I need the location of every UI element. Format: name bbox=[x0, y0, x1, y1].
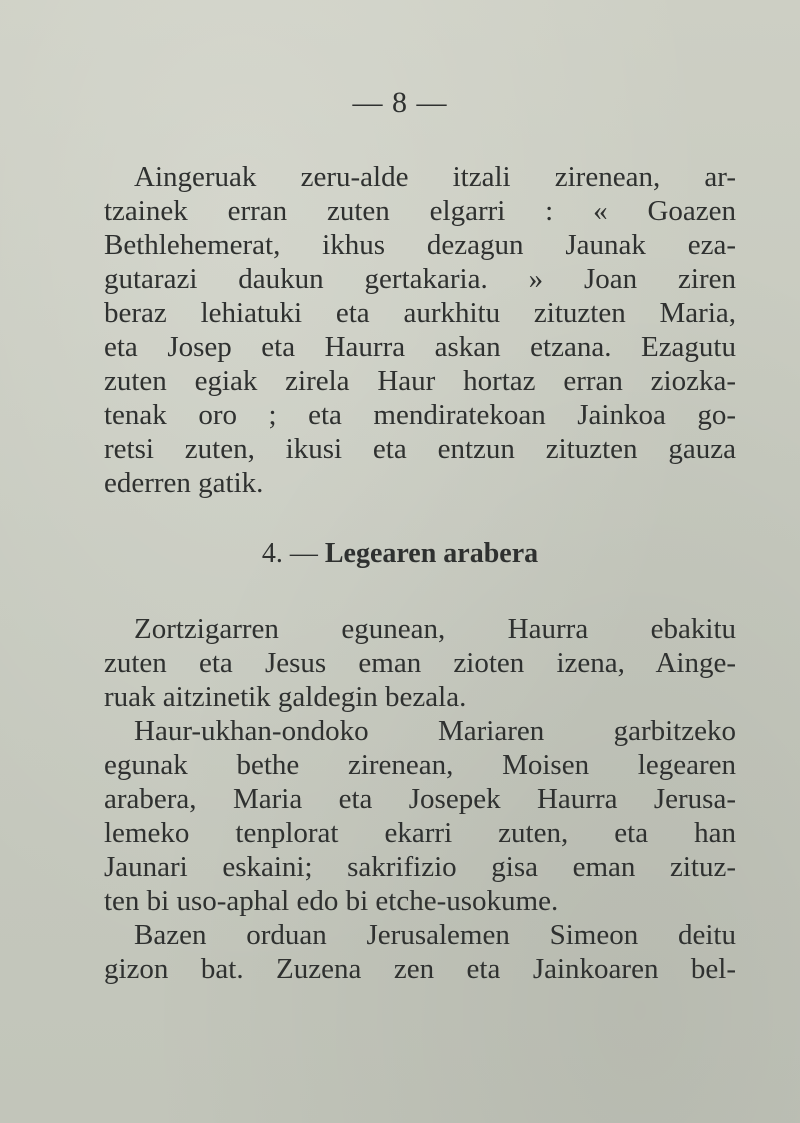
paragraph-3-line-2: egunak bethe zirenean, Moisen legearen bbox=[104, 749, 736, 781]
paragraph-3-line-6: ten bi uso-aphal edo bi etche-usokume. bbox=[104, 885, 559, 917]
section-number: 4. — bbox=[261, 538, 318, 569]
section-title: Legearen arabera bbox=[324, 538, 539, 569]
page-number: — 8 — bbox=[352, 86, 448, 119]
paragraph-3-line-3: arabera, Maria eta Josepek Haurra Jerusa- bbox=[104, 783, 736, 815]
paragraph-4-line-1: Bazen orduan Jerusalemen Simeon deitu bbox=[134, 919, 736, 951]
paragraph-1-line-3: Bethlehemerat, ikhus dezagun Jaunak eza- bbox=[104, 229, 736, 261]
paragraph-2-line-2: zuten eta Jesus eman zioten izena, Ainge- bbox=[104, 647, 736, 679]
paragraph-1-line-10: ederren gatik. bbox=[104, 467, 264, 499]
paragraph-2-line-1: Zortzigarren egunean, Haurra ebakitu bbox=[134, 613, 736, 645]
section-heading bbox=[0, 538, 800, 570]
paragraph-3-line-1: Haur-ukhan-ondoko Mariaren garbitzeko bbox=[134, 715, 736, 747]
paragraph-1-line-4: gutarazi daukun gertakaria. » Joan ziren bbox=[104, 263, 736, 295]
paragraph-1-line-6: eta Josep eta Haurra askan etzana. Ezagutu bbox=[104, 331, 736, 363]
paragraph-1-line-7: zuten egiak zirela Haur hortaz erran ziozka- bbox=[104, 365, 736, 397]
paragraph-1-line-9: retsi zuten, ikusi eta entzun zituzten gauza bbox=[104, 433, 736, 465]
paragraph-1-line-5: beraz lehiatuki eta aurkhitu zituzten Maria, bbox=[104, 297, 736, 329]
paragraph-1-line-2: tzainek erran zuten elgarri : « Goazen bbox=[104, 195, 736, 227]
paragraph-4-line-2: gizon bat. Zuzena zen eta Jainkoaren bel- bbox=[104, 953, 736, 985]
paragraph-3-line-4: lemeko tenplorat ekarri zuten, eta han bbox=[104, 817, 736, 849]
paragraph-3-line-5: Jaunari eskaini; sakrifizio gisa eman zituz- bbox=[104, 851, 736, 883]
paragraph-1-line-1: Aingeruak zeru-alde itzali zirenean, ar- bbox=[134, 161, 736, 193]
paragraph-2-line-3: ruak aitzinetik galdegin bezala. bbox=[104, 681, 467, 713]
paragraph-1-line-8: tenak oro ; eta mendiratekoan Jainkoa go- bbox=[104, 399, 736, 431]
